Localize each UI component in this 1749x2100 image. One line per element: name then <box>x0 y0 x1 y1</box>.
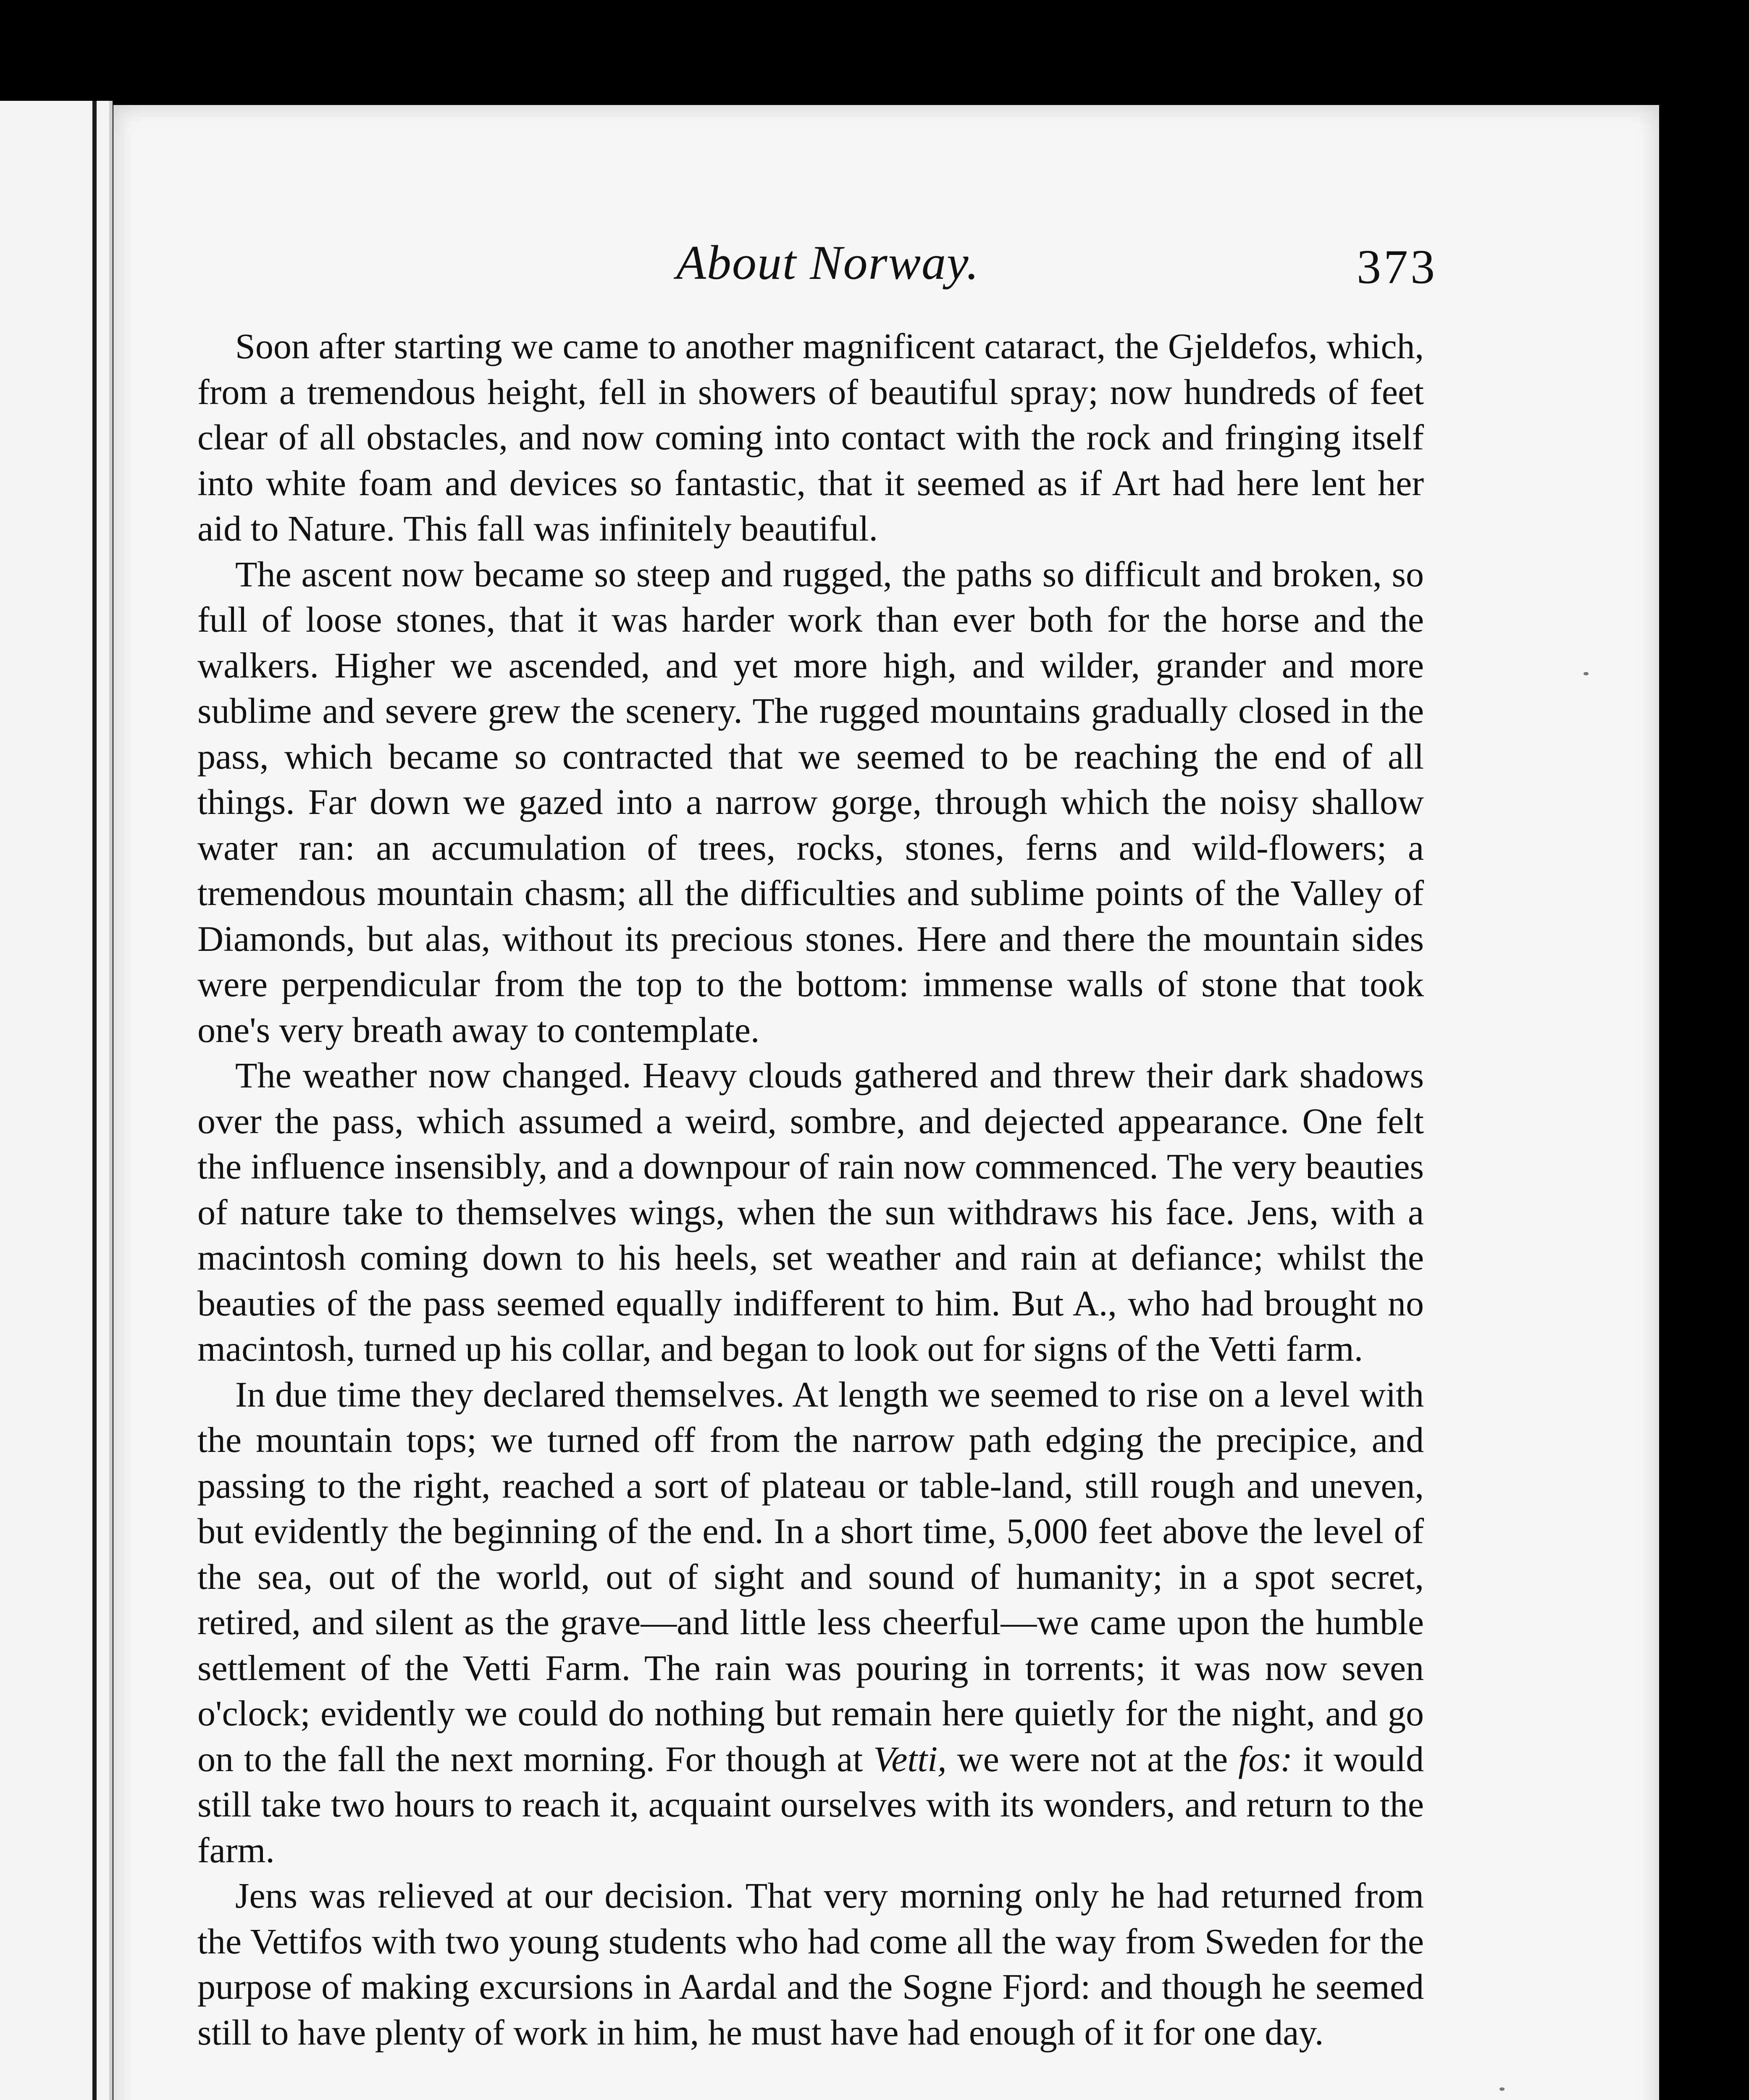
body-text <box>197 323 1424 2055</box>
book-page <box>113 105 1659 2100</box>
paragraph-3: The weather now changed. Heavy clouds gathered and threw their dark shadows over the pass, which assumed a weird, sombre, and dejected appearance. One felt the influence insensibly, and a downpour of rain now commenced. The very beauties of nature take to themselves wings, when the sun withdraws his face. Jens, with a macintosh coming down to his heels, set weather and rain at defiance; whilst the beauties of the pass seemed equally indifferent to him. But A., who had brought no macintosh, turned up his collar, and began to look out for signs of the Vetti farm. <box>197 1055 1424 1369</box>
italic-fos: fos: <box>1238 1738 1293 1779</box>
paper-speck <box>1584 672 1589 675</box>
italic-vetti: Vetti, <box>873 1738 947 1779</box>
running-title: About Norway. <box>676 236 980 290</box>
paper-speck <box>1500 2087 1505 2091</box>
paragraph-2: The ascent now became so steep and rugged, the paths so difficult and broken, so full of loose stones, that it was harder work than ever both for the horse and the walkers. Higher we ascended, and yet more high, and wilder, grander and more sublime and severe grew the scenery. The rugged mountains gradually closed in the pass, which became so contracted that we seemed to be reaching the end of all things. Far down we gazed into a narrow gorge, through which the noisy shallow water ran: an accumulation of trees, rocks, stones, ferns and wild-flowers; a tremendous mountain chasm; all the difficulties and sublime points of the Valley of Diamonds, but alas, without its precious stones. Here and there the mountain sides were perpendicular from the top to the bottom: immense walls of stone that took one's very breath away to contemplate. <box>197 554 1424 1050</box>
running-header <box>113 231 1659 298</box>
paragraph-1: Soon after starting we came to another magnificent cataract, the Gjeldefos, which, from a tremendous height, fell in showers of beautiful spray; now hundreds of feet clear of all obstacles, and now coming into contact with the rock and fringing itself into white foam and devices so fantastic, that it seemed as if Art had here lent her aid to Nature. This fall was infinitely beautiful. <box>197 326 1424 549</box>
page-number: 373 <box>1357 240 1437 294</box>
paragraph-4-part-3: it would still take two hours to reach it, acquaint ourselves with its wonders, and return to the farm. <box>197 1738 1424 1870</box>
previous-page-edge <box>0 101 113 2100</box>
paragraph-5: Jens was relieved at our decision. That very morning only he had returned from the Vettifos with two young students who had come all the way from Sweden for the purpose of making excursions in Aardal and the Sogne Fjord: and though he seemed still to have plenty of work in him, he must have had enough of it for one day. <box>197 1875 1424 2053</box>
paragraph-4-part-1: In due time they declared themselves. At length we seemed to rise on a level with the mountain tops; we turned off from the narrow path edging the precipice, and passing to the right, reached a sort of plateau or table-land, still rough and uneven, but evidently the beginning of the end. In a short time, 5,000 feet above the level of the sea, out of the world, out of sight and sound of humanity; in a spot secret, retired, and silent as the grave—and little less cheerful—we came upon the humble settlement of the Vetti Farm. The rain was pouring in torrents; it was now seven o'clock; evidently we could do nothing but remain here quietly for the night, and go on to the fall the next morning. For though at <box>197 1374 1424 1779</box>
paragraph-4 <box>197 1372 1424 1873</box>
paragraph-4-part-2: we were not at the <box>946 1738 1239 1779</box>
